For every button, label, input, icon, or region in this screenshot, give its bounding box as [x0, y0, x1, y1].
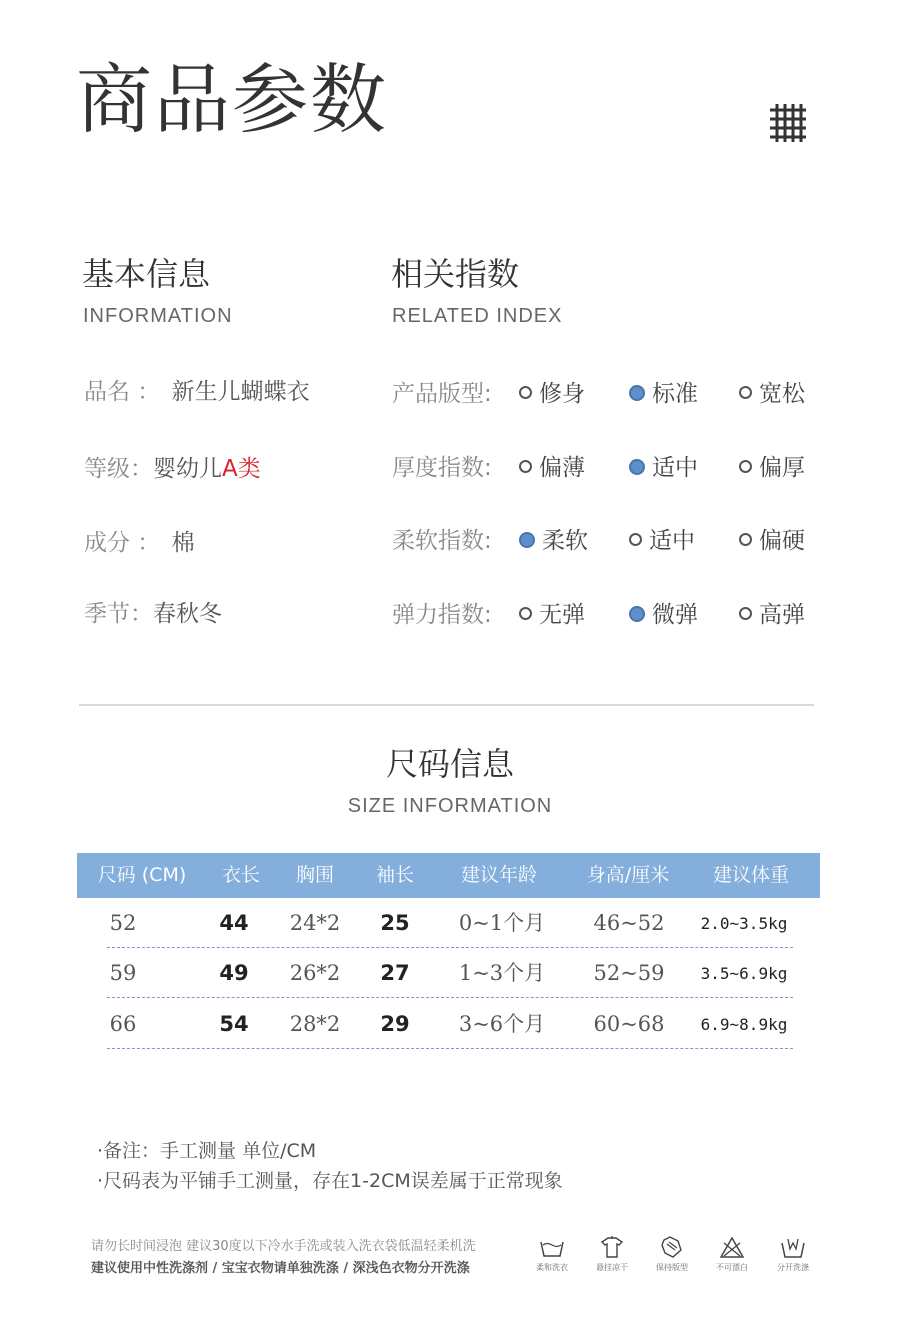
- grade-class: A类: [222, 456, 261, 482]
- info-value: 新生儿蝴蝶衣: [171, 379, 310, 405]
- info-label: 品名 ：: [84, 379, 161, 405]
- radio-unselected-icon: [739, 607, 752, 620]
- option-label: 适中: [652, 455, 698, 481]
- basic-info-title: 基本信息: [82, 255, 211, 293]
- grid-icon: [770, 104, 806, 142]
- table-cell: 6.9~8.9kg: [700, 1015, 788, 1034]
- info-row-grade: [84, 458, 261, 481]
- column-header: 建议体重: [712, 864, 789, 886]
- index-option: [739, 530, 805, 553]
- column-header: 胸围: [295, 864, 334, 886]
- table-cell: 29: [380, 1012, 410, 1036]
- index-label: 弹力指数:: [392, 602, 492, 628]
- radio-selected-icon: [629, 385, 645, 401]
- row-separator: [107, 997, 793, 998]
- wash-basin-icon: [534, 1238, 570, 1273]
- radio-unselected-icon: [739, 533, 752, 546]
- radio-selected-icon: [629, 459, 645, 475]
- care-caption: 不可漂白: [716, 1263, 748, 1272]
- index-label: 产品版型:: [392, 381, 492, 407]
- info-row-material: [84, 532, 195, 555]
- option-label: 标准: [652, 381, 698, 407]
- radio-unselected-icon: [739, 460, 752, 473]
- table-cell: 28*2: [289, 1012, 341, 1036]
- radio-unselected-icon: [519, 386, 532, 399]
- size-info-subtitle: SIZE INFORMATION: [347, 795, 553, 817]
- table-cell: 3.5~6.9kg: [700, 964, 788, 983]
- page-title: 商品参数: [76, 55, 388, 144]
- note-line: ·尺码表为平铺手工测量，存在1-2CM误差属于正常现象: [97, 1170, 563, 1192]
- note-line: ·备注：手工测量 单位/CM: [97, 1140, 317, 1162]
- table-cell: 49: [219, 961, 249, 985]
- index-option: [629, 530, 695, 553]
- care-caption: 保持版型: [656, 1263, 688, 1272]
- index-option: [519, 457, 585, 480]
- option-label: 柔软: [542, 528, 588, 554]
- column-header: 建议年龄: [460, 864, 537, 886]
- table-cell: 3~6个月: [458, 1012, 546, 1036]
- option-label: 无弹: [539, 602, 585, 628]
- table-cell: 66: [109, 1012, 137, 1036]
- info-value: 婴幼儿: [153, 456, 222, 482]
- table-cell: 1~3个月: [458, 961, 546, 985]
- table-cell: 27: [380, 961, 410, 985]
- care-text-line: 建议使用中性洗涤剂 / 宝宝衣物请单独洗涤 / 深浅色衣物分开洗涤: [91, 1261, 470, 1276]
- table-cell: 46~52: [593, 911, 665, 935]
- care-caption: 柔和洗衣: [536, 1263, 568, 1272]
- index-label: 厚度指数:: [392, 455, 492, 481]
- table-cell: 24*2: [289, 911, 341, 935]
- radio-unselected-icon: [739, 386, 752, 399]
- row-separator: [107, 947, 793, 948]
- option-label: 偏薄: [539, 455, 585, 481]
- radio-unselected-icon: [629, 533, 642, 546]
- row-separator: [107, 1048, 793, 1049]
- option-label: 高弹: [759, 602, 805, 628]
- info-label: 等级：: [84, 456, 153, 482]
- radio-selected-icon: [519, 532, 535, 548]
- section-divider: [79, 704, 814, 706]
- table-cell: 25: [380, 911, 410, 935]
- column-header: 袖长: [375, 864, 414, 886]
- option-label: 适中: [649, 528, 695, 554]
- index-option: [629, 457, 698, 480]
- separate-wash-icon: [775, 1237, 811, 1273]
- table-cell: 26*2: [289, 961, 341, 985]
- table-cell: 44: [219, 911, 249, 935]
- index-option: [629, 383, 698, 406]
- table-cell: 54: [219, 1012, 249, 1036]
- radio-unselected-icon: [519, 460, 532, 473]
- index-option: [739, 383, 805, 406]
- info-value: 春秋冬: [153, 601, 222, 627]
- option-label: 微弹: [652, 602, 698, 628]
- index-option: [739, 604, 805, 627]
- index-option: [519, 530, 588, 553]
- table-cell: 0~1个月: [458, 911, 546, 935]
- radio-selected-icon: [629, 606, 645, 622]
- column-header: 尺码 (CM): [97, 864, 187, 886]
- index-option: [519, 383, 585, 406]
- info-value: 棉: [171, 530, 195, 556]
- table-cell: 59: [109, 961, 137, 985]
- table-cell: 60~68: [593, 1012, 665, 1036]
- no-bleach-icon: [714, 1237, 750, 1273]
- option-label: 偏硬: [759, 528, 805, 554]
- size-info-title: 尺码信息: [385, 745, 514, 783]
- info-label: 成分 ：: [84, 530, 161, 556]
- table-cell: 52~59: [593, 961, 665, 985]
- option-label: 修身: [539, 381, 585, 407]
- index-label: 柔软指数:: [392, 528, 492, 554]
- index-option: [519, 604, 585, 627]
- care-caption: 分开洗涤: [777, 1263, 809, 1272]
- related-index-subtitle: RELATED INDEX: [392, 305, 563, 327]
- info-label: 季节：: [84, 601, 153, 627]
- radio-unselected-icon: [519, 607, 532, 620]
- index-option: [739, 457, 805, 480]
- option-label: 偏厚: [759, 455, 805, 481]
- info-row-season: [84, 603, 222, 626]
- care-caption: 悬挂凉干: [596, 1263, 628, 1272]
- index-option: [629, 604, 698, 627]
- table-cell: 52: [109, 911, 137, 935]
- option-label: 宽松: [759, 381, 805, 407]
- size-table-header: [77, 853, 820, 898]
- keep-shape-icon: [654, 1236, 690, 1273]
- column-header: 身高/厘米: [586, 864, 670, 886]
- hang-dry-icon: [594, 1236, 630, 1273]
- care-text-line: 请勿长时间浸泡 建议30度以下冷水手洗或装入洗衣袋低温轻柔机洗: [91, 1239, 476, 1254]
- basic-info-subtitle: INFORMATION: [83, 305, 233, 327]
- column-header: 衣长: [221, 864, 260, 886]
- info-row-name: [84, 381, 310, 404]
- table-cell: 2.0~3.5kg: [700, 914, 788, 933]
- related-index-title: 相关指数: [391, 255, 520, 293]
